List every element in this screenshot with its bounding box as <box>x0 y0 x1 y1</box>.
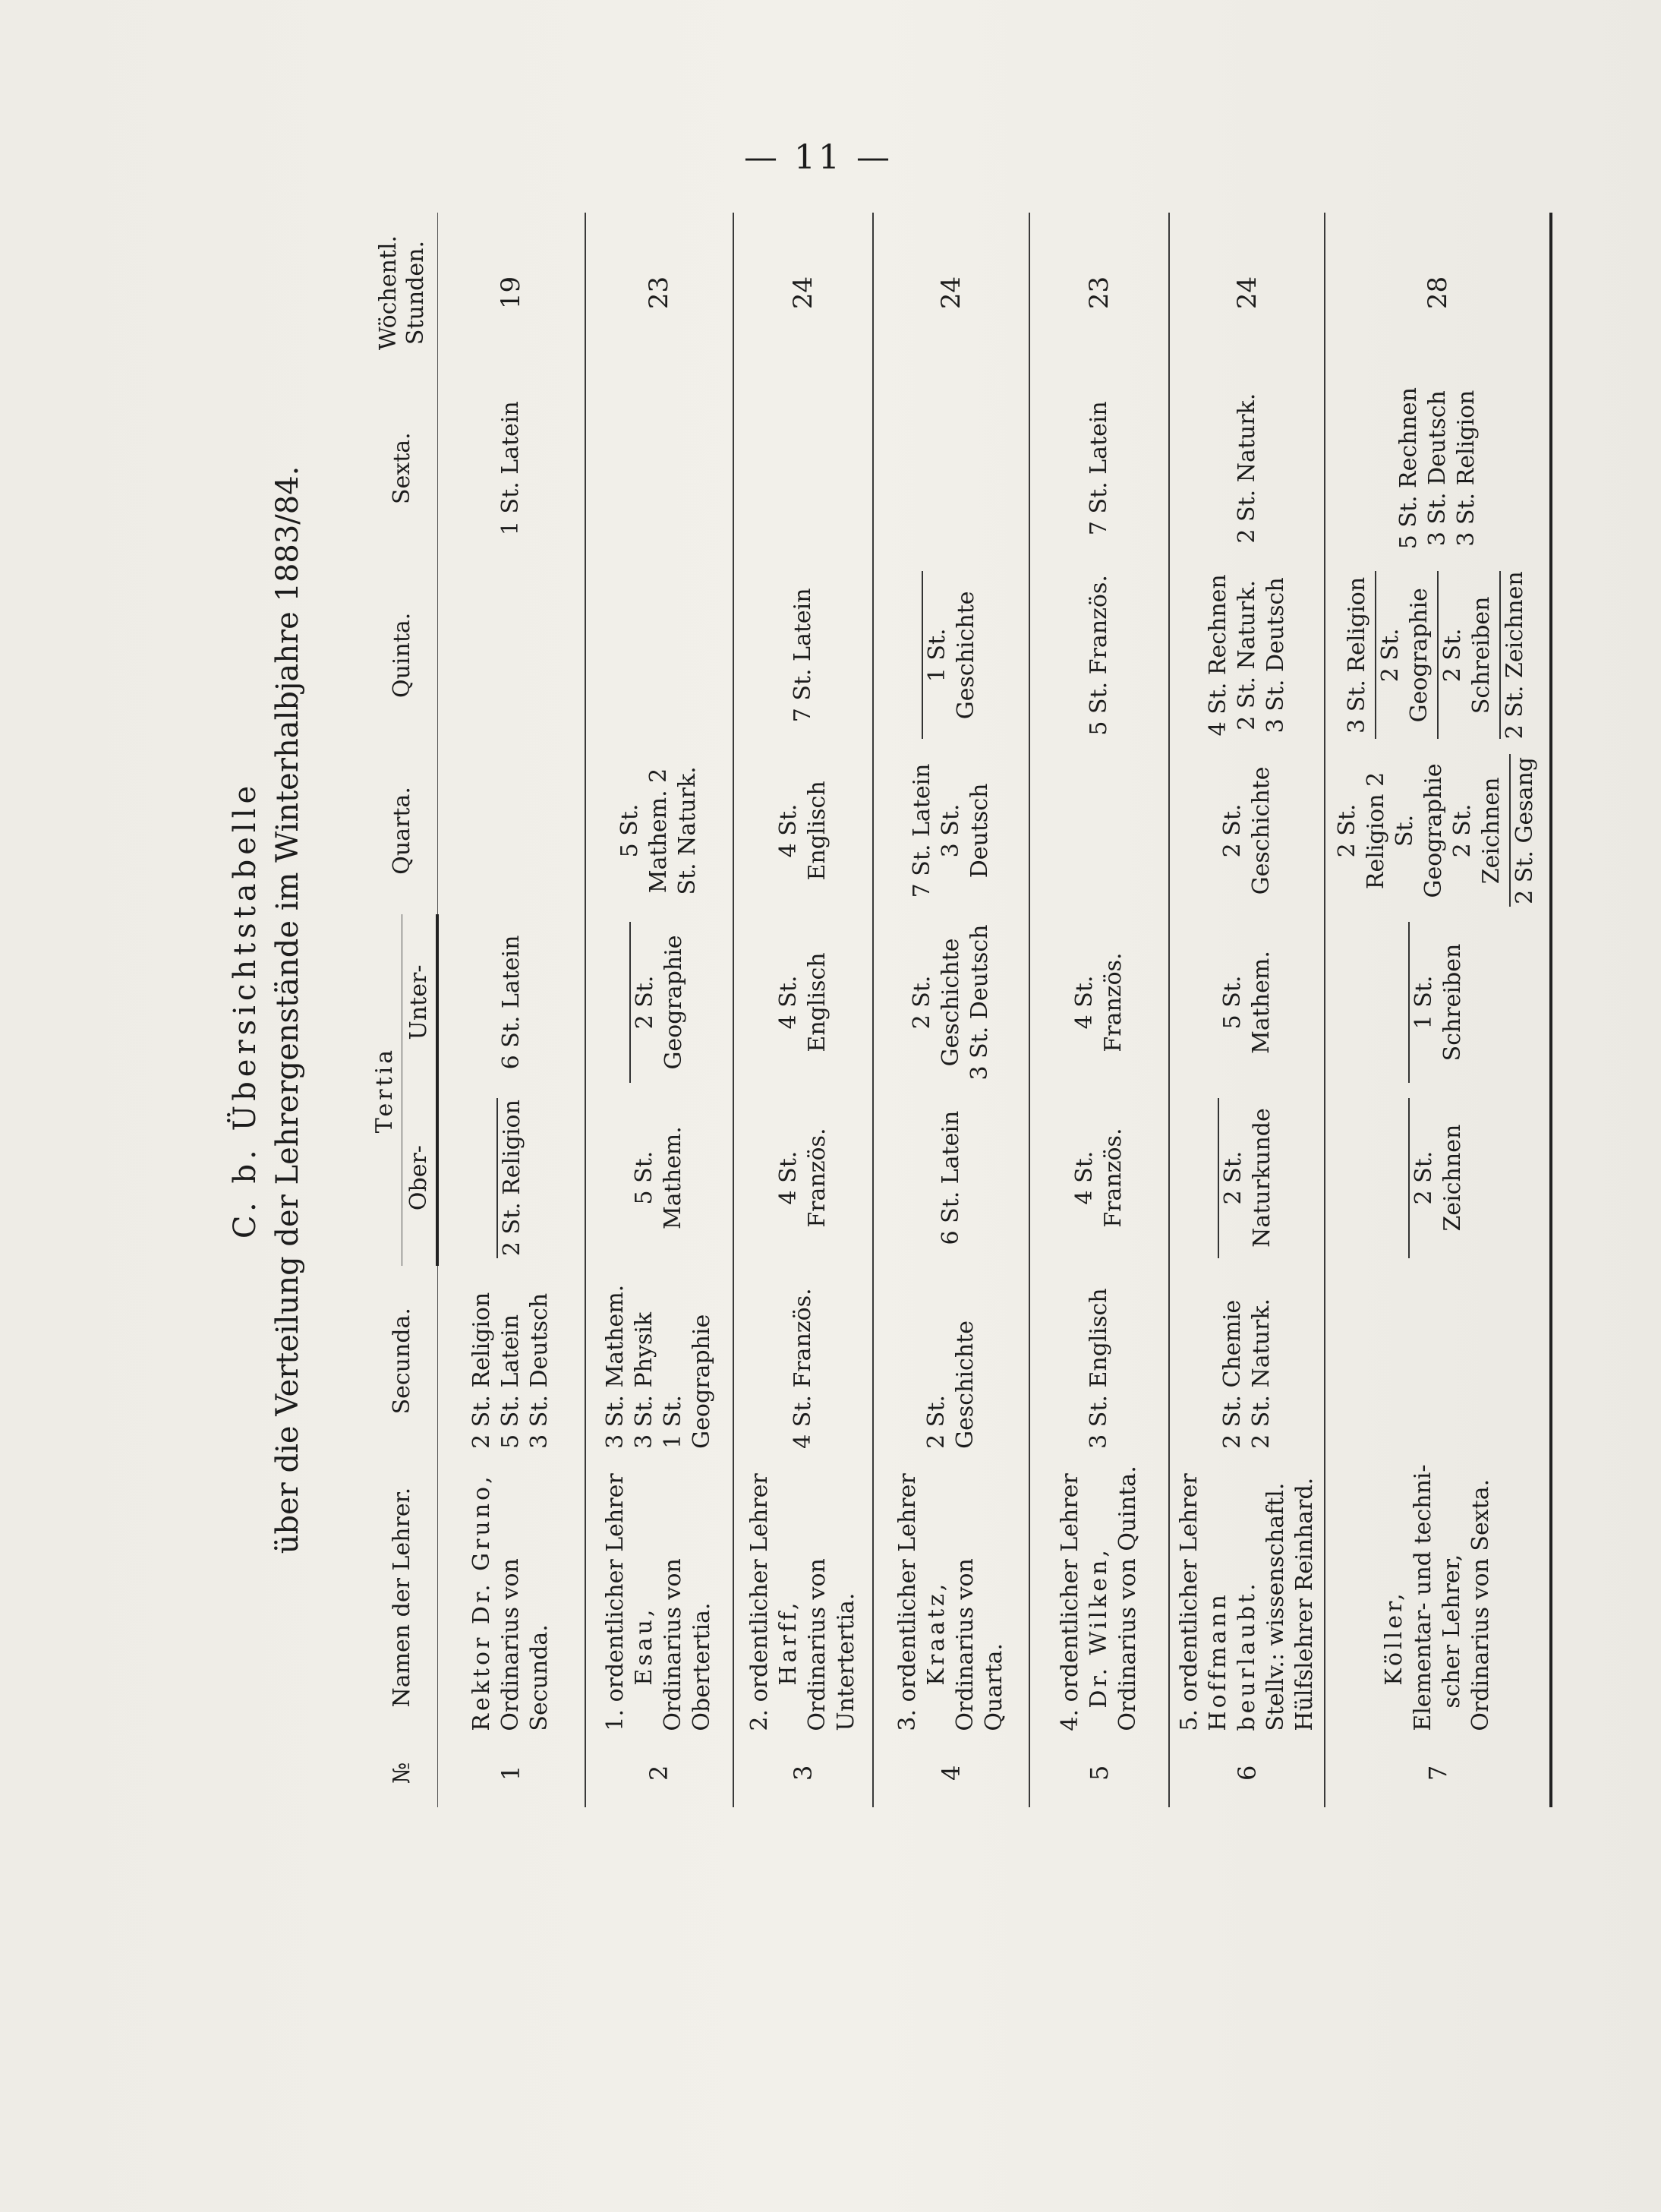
subject: 2 St. Religion <box>496 1098 527 1258</box>
hours-cell: 23 <box>1029 213 1170 373</box>
quinta-cell <box>585 563 733 746</box>
untertertia-cell <box>1325 914 1551 1090</box>
name-line: Ordinarius von Untertertia. <box>804 1558 860 1731</box>
subject: 6 St. Latein <box>938 1110 965 1245</box>
header-quarta: Quarta. <box>368 746 437 914</box>
row-number: 5 <box>1029 1739 1170 1807</box>
name-line: Stellv.: wissenschaftl. <box>1262 1482 1289 1731</box>
untertertia-cell <box>733 914 874 1090</box>
header-tertia: Tertia <box>368 914 402 1265</box>
subject: 7 St. Latein 3 St. Deutsch <box>909 763 994 898</box>
subject: 5 St. Französ. <box>1085 575 1112 736</box>
sexta-cell <box>585 373 733 563</box>
obertertia-cell <box>873 1090 1029 1266</box>
quarta-cell <box>1169 746 1325 914</box>
name-line: Hoffmann beurlaubt. <box>1204 1580 1260 1731</box>
obertertia-cell <box>1325 1090 1551 1266</box>
subject: 4 St. Französ. <box>1070 1128 1127 1228</box>
sexta-cell <box>1325 373 1551 563</box>
name-line: Ordinarius von Sexta. <box>1467 1478 1494 1731</box>
subject: 3 St. Religion <box>1343 576 1370 734</box>
subject: 1 St. Latein <box>497 401 525 536</box>
subject: 3 St. Physik <box>631 1311 658 1449</box>
subject: 2 St. Geschichte <box>909 938 965 1067</box>
name-line: Elementar- und techni- <box>1409 1464 1436 1731</box>
name-line: 3. ordentlicher Lehrer <box>894 1473 922 1731</box>
name-line: Esau, <box>631 1606 658 1686</box>
row-number: 4 <box>873 1739 1029 1807</box>
name-line: 5. ordentlicher Lehrer <box>1175 1473 1202 1731</box>
sexta-cell <box>1029 373 1170 563</box>
obertertia-cell <box>733 1090 874 1266</box>
page-number: — 11 — <box>744 138 893 177</box>
subject: 4 St. Französ. <box>790 1288 817 1449</box>
subject: 2 St. Naturk. <box>1247 1298 1275 1449</box>
name-line: 4. ordentlicher Lehrer <box>1056 1473 1083 1731</box>
hours-cell: 28 <box>1325 213 1551 373</box>
table-row <box>873 213 1029 1807</box>
subject: 2 St. Chemie <box>1218 1299 1246 1449</box>
subject: 4 St. Französ. <box>775 1128 831 1228</box>
quarta-cell <box>1325 746 1551 914</box>
obertertia-cell <box>1029 1090 1170 1266</box>
subject: 2 St. Schreiben <box>1437 571 1496 739</box>
teacher-name <box>585 1456 733 1739</box>
teacher-name <box>873 1456 1029 1739</box>
quinta-cell <box>1029 563 1170 746</box>
subject: 5 St. Mathem. <box>1218 951 1275 1054</box>
table-row <box>437 213 585 1807</box>
rotated-table-block <box>216 213 1560 1807</box>
name-line: Dr. Wilken, <box>1085 1547 1112 1709</box>
sexta-cell <box>873 373 1029 563</box>
teacher-name <box>1325 1456 1551 1739</box>
quarta-cell <box>733 746 874 914</box>
subject: 7 St. Latein <box>1085 401 1112 536</box>
hours-cell: 19 <box>437 213 585 373</box>
table-row <box>1325 213 1551 1807</box>
name-line: 2. ordentlicher Lehrer <box>746 1473 774 1731</box>
subject: 2 St. Geographie <box>1375 571 1434 739</box>
subject: 2 St. Geographie <box>629 922 689 1082</box>
quinta-cell <box>1169 563 1325 746</box>
subject: 1 St. Geschichte <box>922 571 981 739</box>
subject: 5 St. Mathem. <box>631 1126 687 1229</box>
row-number: 1 <box>437 1739 585 1807</box>
subject: 3 St. Deutsch <box>526 1292 553 1449</box>
subject: 4 St. Englisch <box>775 781 831 881</box>
secunda-cell <box>585 1266 733 1456</box>
subject: 1 St. Schreiben <box>1408 922 1467 1082</box>
subject: 2 St. Geschichte <box>923 1321 979 1449</box>
subject: 2 St. Gesang <box>1509 754 1540 907</box>
secunda-cell <box>873 1266 1029 1456</box>
secunda-cell <box>733 1266 874 1456</box>
subject: 6 St. Latein <box>497 935 525 1070</box>
name-line: Ordinarius von Quinta. <box>1114 1466 1141 1731</box>
quarta-cell <box>585 746 733 914</box>
sexta-cell <box>733 373 874 563</box>
secunda-cell <box>1325 1266 1551 1456</box>
obertertia-cell <box>585 1090 733 1266</box>
header-secunda: Secunda. <box>368 1266 437 1456</box>
quinta-cell <box>437 563 585 746</box>
name-line: Harff, <box>775 1599 802 1686</box>
table-subtitle: über die Verteilung der Lehrergenstände im Winterhalbjahre 1883/84. <box>270 465 305 1554</box>
header-sexta: Sexta. <box>368 373 437 563</box>
row-number: 6 <box>1169 1739 1325 1807</box>
quarta-cell <box>437 746 585 914</box>
secunda-cell <box>1029 1266 1170 1456</box>
header-hours: Wöchentl. Stunden. <box>368 213 437 373</box>
subject: 3 St. Deutsch <box>966 924 994 1081</box>
subject: 3 St. Englisch <box>1085 1288 1112 1449</box>
untertertia-cell <box>1169 914 1325 1090</box>
subject: 4 St. Englisch <box>775 952 831 1052</box>
secunda-cell <box>1169 1266 1325 1456</box>
name-line: Ordinarius von Obertertia. <box>660 1558 716 1731</box>
row-number: 3 <box>733 1739 874 1807</box>
quinta-cell <box>873 563 1029 746</box>
quinta-cell <box>733 563 874 746</box>
obertertia-cell <box>1169 1090 1325 1266</box>
subject: 1 St. Geographie <box>660 1314 716 1449</box>
header-obertertia: Ober- <box>402 1090 438 1266</box>
subject: 2 St. Religion <box>468 1292 496 1449</box>
name-line: Kraatz, <box>923 1580 950 1686</box>
row-number: 7 <box>1325 1739 1551 1807</box>
hours-cell: 24 <box>733 213 874 373</box>
header-name: Namen der Lehrer. <box>368 1456 437 1739</box>
hours-cell: 23 <box>585 213 733 373</box>
name-line: scher Lehrer, <box>1438 1554 1465 1709</box>
teacher-distribution-table <box>368 213 1552 1807</box>
obertertia-cell <box>437 1090 585 1266</box>
name-line: Rektor Dr. Gruno, <box>468 1473 496 1731</box>
hours-cell: 24 <box>873 213 1029 373</box>
subject: 4 St. Französ. <box>1070 952 1127 1052</box>
sexta-cell <box>437 373 585 563</box>
secunda-cell <box>437 1266 585 1456</box>
header-no: № <box>368 1739 437 1807</box>
subject: 5 St. Latein <box>497 1314 525 1449</box>
subject: 2 St. Religion 2 St. Geographie 2 St. Zeichnen <box>1333 763 1505 898</box>
subject: 3 St. Mathem. <box>602 1284 629 1449</box>
name-line: Köller, <box>1380 1590 1407 1686</box>
name-line: Hülfslehrer Reinhard. <box>1291 1477 1318 1731</box>
quarta-cell <box>1029 746 1170 914</box>
subject: 4 St. Rechnen 2 St. Naturk. 3 St. Deutsch <box>1204 574 1289 737</box>
subject: 2 St. Zeichnen <box>1499 571 1530 739</box>
table-heading <box>216 213 376 1807</box>
sexta-cell <box>1169 373 1325 563</box>
subject: 5 St. Mathem. 2 St. Naturk. <box>616 766 701 895</box>
table-row <box>585 213 733 1807</box>
teacher-name <box>1169 1456 1325 1739</box>
teacher-name <box>733 1456 874 1739</box>
subject: 2 St. Geschichte <box>1218 766 1275 895</box>
quinta-cell <box>1325 563 1551 746</box>
name-line: 1. ordentlicher Lehrer <box>602 1473 629 1731</box>
table-row <box>733 213 874 1807</box>
hours-cell: 24 <box>1169 213 1325 373</box>
table-row <box>1029 213 1170 1807</box>
name-line: Ordinarius von Secunda. <box>497 1558 553 1731</box>
teacher-name <box>437 1456 585 1739</box>
quarta-cell <box>873 746 1029 914</box>
untertertia-cell <box>585 914 733 1090</box>
subject: 7 St. Latein <box>790 588 817 723</box>
header-quinta: Quinta. <box>368 563 437 746</box>
row-number: 2 <box>585 1739 733 1807</box>
subject: 2 St. Zeichnen <box>1408 1098 1467 1258</box>
subject: 5 St. Rechnen 3 St. Deutsch 3 St. Religion <box>1395 387 1480 550</box>
subject: 2 St. Naturkunde <box>1218 1098 1277 1258</box>
subject: 2 St. Naturk. <box>1233 393 1260 544</box>
header-untertertia: Unter- <box>402 914 438 1090</box>
teacher-name <box>1029 1456 1170 1739</box>
name-line: Ordinarius von Quarta. <box>952 1558 1008 1731</box>
table-title: C. b. Übersichtstabelle <box>228 781 263 1239</box>
table-row <box>1169 213 1325 1807</box>
untertertia-cell <box>1029 914 1170 1090</box>
untertertia-cell <box>873 914 1029 1090</box>
untertertia-cell <box>437 914 585 1090</box>
